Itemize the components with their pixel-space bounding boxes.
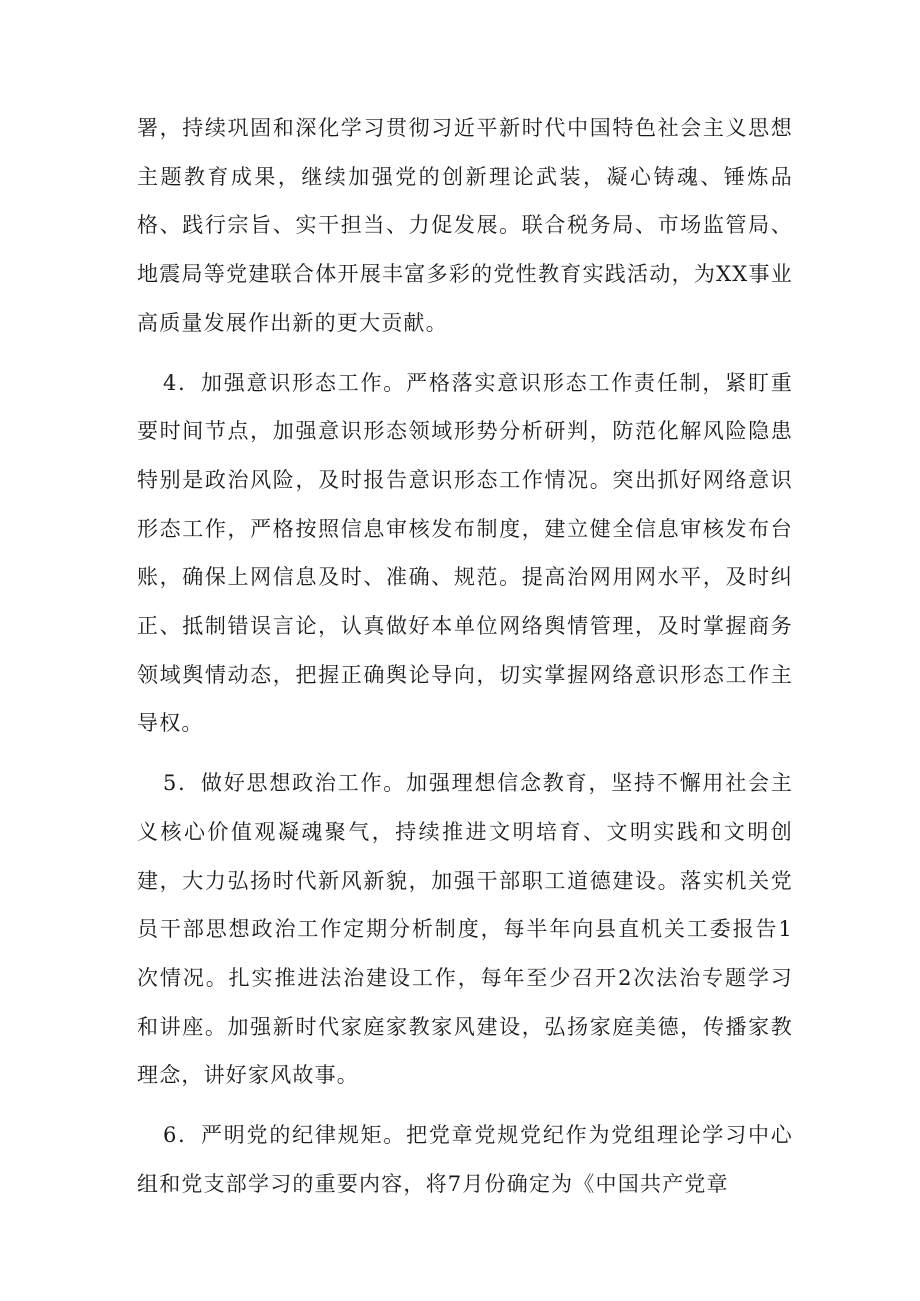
item-number: 6． [163,1123,201,1148]
item-title: 严明党的纪律规矩。 [200,1123,407,1148]
paragraph-item-6 [137,1111,793,1208]
paragraph-text: 加强理想信念教育，坚持不懈用社会主义核心价值观凝魂聚气，持续推进文明培育、文明实践和文明创建，大力弘扬时代新风新貌，加强干部职工道德建设。落实机关党员干部思想政治工作定期分析制度，每半年向县直机关工委报告1次情况。扎实推进法治建设工作，每年至少召开2次法治专题学习和讲座。加强新时代家庭家教家风建设，弘扬家庭美德，传播家教理念，讲好家风故事。 [137,771,793,1088]
paragraph-text: 严格落实意识形态工作责任制，紧盯重要时间节点，加强意识形态领域形势分析研判，防范化解风险隐患特别是政治风险，及时报告意识形态工作情况。突出抓好网络意识形态工作，严格按照信息审核发布制度，建立健全信息审核发布台账，确保上网信息及时、准确、规范。提高治网用网水平，及时纠正、抵制错误言论，认真做好本单位网络舆情管理，及时掌握商务领域舆情动态，把握正确舆论导向，切实掌握网络意识形态工作主导权。 [137,370,793,736]
item-number: 5． [163,771,201,796]
paragraph-item-4 [137,359,793,749]
item-title: 做好思想政治工作。 [200,771,407,796]
paragraph-text: 署，持续巩固和深化学习贯彻习近平新时代中国特色社会主义思想主题教育成果，继续加强党的创新理论武装，凝心铸魂、锤炼品格、践行宗旨、实干担当、力促发展。联合税务局、市场监管局、地震局等党建联合体开展丰富多彩的党性教育实践活动，为XX事业高质量发展作出新的更大贡献。 [137,116,793,335]
item-title: 加强意识形态工作。 [200,370,407,395]
paragraph-item-5 [137,759,793,1100]
item-number: 4． [163,370,201,395]
paragraph-text: 把党章党规党纪作为党组理论学习中心组和党支部学习的重要内容，将7月份确定为《中国共产党章 [137,1123,793,1196]
paragraph-continued [137,104,793,348]
document-body [137,104,793,1219]
